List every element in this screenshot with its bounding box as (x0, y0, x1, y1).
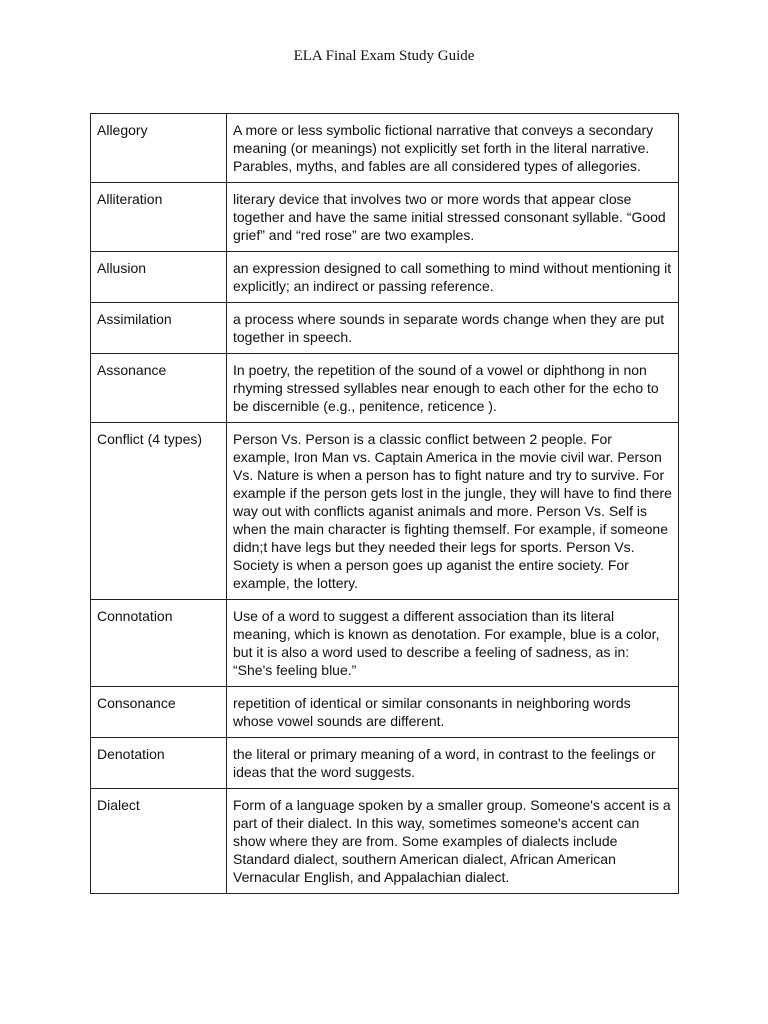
table-row (91, 183, 679, 252)
term-cell: Conflict (4 types) (91, 423, 227, 600)
definition-cell: repetition of identical or similar consonants in neighboring words whose vowel sounds are different. (227, 687, 679, 738)
definition-cell: an expression designed to call something to mind without mentioning it explicitly; an indirect or passing reference. (227, 252, 679, 303)
term-cell: Allegory (91, 114, 227, 183)
table-row (91, 423, 679, 600)
page-title: ELA Final Exam Study Guide (293, 48, 475, 64)
glossary-table (90, 113, 679, 894)
definition-cell: Form of a language spoken by a smaller group. Someone's accent is a part of their dialect. In this way, sometimes someone's accent can show where they are from. Some examples of dialects include Standard dialect, southern American dialect, African American Vernacular English, and Appalachian dialect. (227, 789, 679, 894)
term-cell: Consonance (91, 687, 227, 738)
definition-cell: a process where sounds in separate words change when they are put together in speech. (227, 303, 679, 354)
definition-cell: the literal or primary meaning of a word, in contrast to the feelings or ideas that the word suggests. (227, 738, 679, 789)
table-row (91, 252, 679, 303)
term-cell: Assonance (91, 354, 227, 423)
table-row (91, 600, 679, 687)
table-row (91, 789, 679, 894)
term-cell: Denotation (91, 738, 227, 789)
term-cell: Dialect (91, 789, 227, 894)
definition-cell: literary device that involves two or more words that appear close together and have the same initial stressed consonant syllable. “Good grief” and “red rose” are two examples. (227, 183, 679, 252)
table-row (91, 687, 679, 738)
table-row (91, 303, 679, 354)
definition-cell: Person Vs. Person is a classic conflict between 2 people. For example, Iron Man vs. Captain America in the movie civil war. Person Vs. Nature is when a person has to fight nature and try to survive. For example if the person gets lost in the jungle, they will have to find there way out with conflicts aganist animals and more. Person Vs. Self is when the main character is fighting themself. For example, if someone didn;t have legs but they needed their legs for sports. Person Vs. Society is when a person goes up aganist the entire society. For example, the lottery. (227, 423, 679, 600)
table-row (91, 114, 679, 183)
term-cell: Alliteration (91, 183, 227, 252)
definition-cell: A more or less symbolic fictional narrative that conveys a secondary meaning (or meanings) not explicitly set forth in the literal narrative. Parables, myths, and fables are all considered types of allegories. (227, 114, 679, 183)
table-row (91, 738, 679, 789)
definition-cell: Use of a word to suggest a different association than its literal meaning, which is known as denotation. For example, blue is a color, but it is also a word used to describe a feeling of sadness, as in: “She's feeling blue.” (227, 600, 679, 687)
term-cell: Assimilation (91, 303, 227, 354)
term-cell: Connotation (91, 600, 227, 687)
table-row (91, 354, 679, 423)
definition-cell: In poetry, the repetition of the sound of a vowel or diphthong in non rhyming stressed syllables near enough to each other for the echo to be discernible (e.g., penitence, reticence ). (227, 354, 679, 423)
term-cell: Allusion (91, 252, 227, 303)
